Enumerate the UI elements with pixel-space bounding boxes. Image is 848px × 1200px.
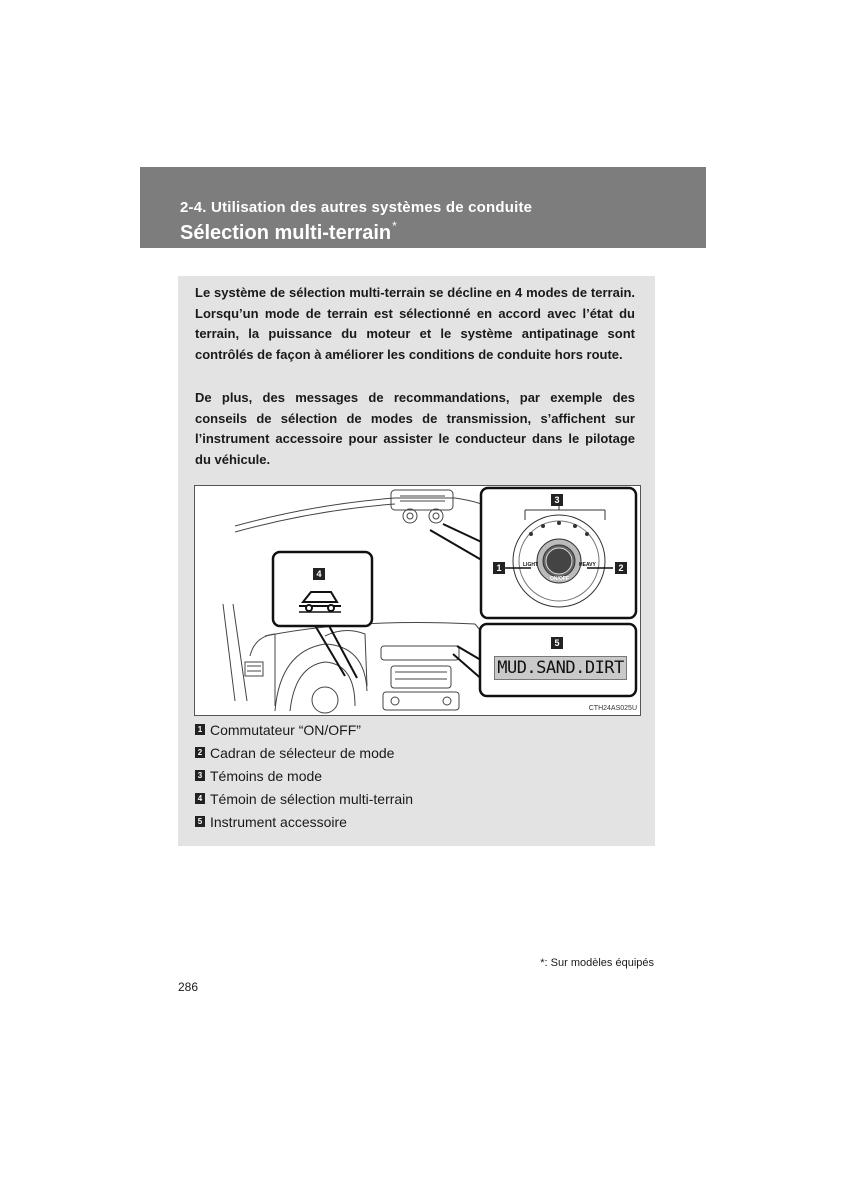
legend-label: Cadran de sélecteur de mode: [210, 744, 395, 761]
legend-item: [195, 787, 635, 810]
chapter-header: [140, 167, 706, 248]
callout-5: 5: [551, 637, 563, 649]
figure-code: CTH24AS025U: [588, 705, 637, 712]
legend-item: [195, 741, 635, 764]
dashboard-drawing: [195, 486, 640, 715]
accessory-meter-display: MUD.SAND.DIRT: [494, 656, 627, 680]
legend-label: Commutateur “ON/OFF”: [210, 721, 361, 738]
callout-3: 3: [551, 494, 563, 506]
legend-label: Instrument accessoire: [210, 813, 347, 830]
content-panel: [178, 276, 655, 846]
title-footnote-mark: *: [392, 219, 397, 233]
legend-number: 4: [195, 793, 205, 804]
page-title: [180, 219, 397, 245]
legend-item: [195, 810, 635, 833]
legend-item: [195, 764, 635, 787]
legend-number: 3: [195, 770, 205, 781]
knob-label-on-off: ON/OFF: [550, 576, 569, 582]
page-title-text: Sélection multi-terrain: [180, 222, 392, 244]
legend-number: 2: [195, 747, 205, 758]
recommendation-paragraph: De plus, des messages de recommandations, par exemple des conseils de sélection de modes de transmission, s’affichent sur l’instrument accessoire pour assister le conducteur dans le pilotage du véhicule.: [195, 390, 635, 468]
footnote: *: Sur modèles équipés: [540, 957, 654, 969]
callout-1: 1: [493, 562, 505, 574]
legend-label: Témoins de mode: [210, 767, 323, 784]
intro-paragraph: Le système de sélection multi-terrain se décline en 4 modes de terrain. Lorsqu’un mode de terrain est sélectionné en accord avec l’état du terrain, la puissance du moteur et le système antipatinage sont contrôlés de façon à améliorer les conditions de conduite hors route.: [195, 285, 635, 363]
section-heading: 2-4. Utilisation des autres systèmes de conduite: [180, 199, 533, 216]
page-number: 286: [178, 980, 199, 994]
legend-list: [195, 718, 635, 833]
legend-item: [195, 718, 635, 741]
legend-label: Témoin de sélection multi-terrain: [210, 790, 414, 807]
knob-label-light: LIGHT: [523, 562, 538, 568]
knob-label-heavy: HEAVY: [579, 562, 596, 568]
legend-number: 1: [195, 724, 205, 735]
callout-2: 2: [615, 562, 627, 574]
callout-4: 4: [313, 568, 325, 580]
legend-number: 5: [195, 816, 205, 827]
dashboard-illustration: [194, 485, 641, 716]
